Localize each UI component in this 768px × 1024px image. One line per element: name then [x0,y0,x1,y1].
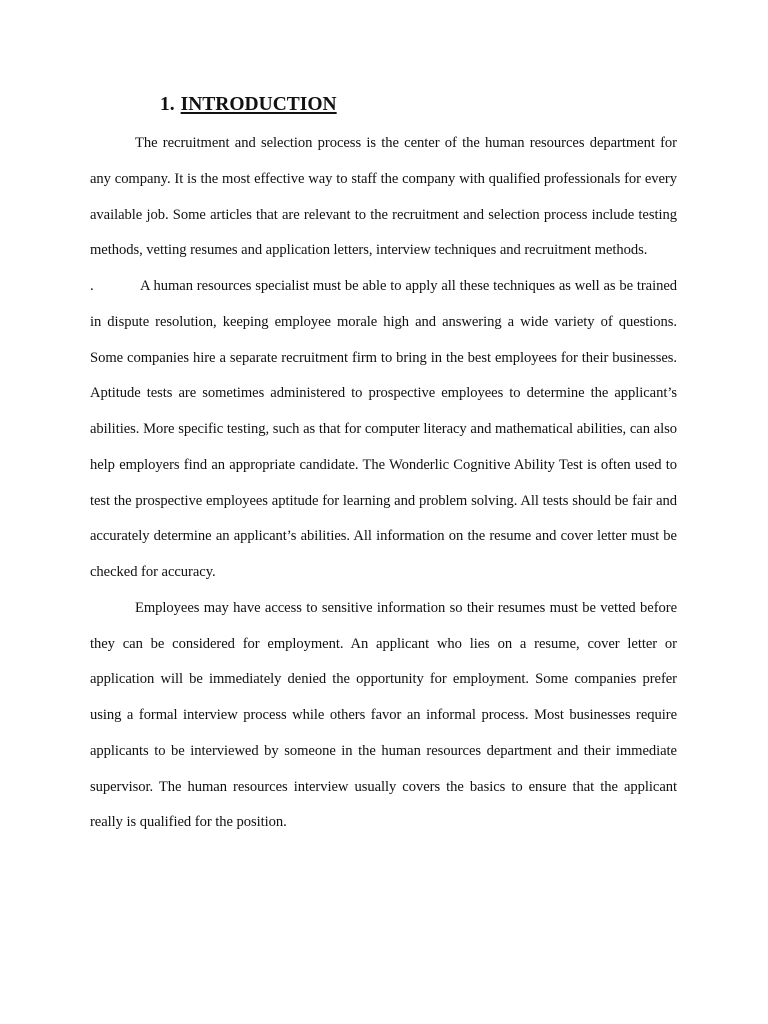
section-number: 1. [160,94,175,115]
paragraph-2 [90,269,677,591]
paragraph-3: Employees may have access to sensitive information so their resumes must be vetted before they can be considered for employment. An applicant who lies on a resume, cover letter or application will be immediately denied the opportunity for employment. Some companies prefer using a formal interview process while others favor an informal process. Most businesses require applicants to be interviewed by someone in the human resources department and their immediate supervisor. The human resources interview usually covers the basics to ensure that the applicant really is qualified for the position. [90,599,677,831]
paragraph-1: The recruitment and selection process is the center of the human resources department for any company. It is the most effective way to staff the company with qualified professionals for every available job. Some articles that are relevant to the recruitment and selection process include testing methods, vetting resumes and application letters, interview techniques and recruitment methods. [90,135,677,259]
paragraph-2-text: A human resources specialist must be able to apply all these techniques as well as be trained in dispute resolution, keeping employee morale high and answering a wide variety of questions. Some companies hire a separate recruitment firm to bring in the best employees for their businesses. Aptitude tests are sometimes administered to prospective employees to determine the applicant’s abilities. More specific testing, such as that for computer literacy and mathematical abilities, can also help employers find an appropriate candidate. The Wonderlic Cognitive Ability Test is often used to test the prospective employees aptitude for learning and problem solving. All tests should be fair and accurately determine an applicant’s abilities. All information on the resume and cover letter must be checked for accuracy. [90,278,677,580]
body-text [90,126,677,841]
section-title: INTRODUCTION [180,94,337,115]
paragraph-2-lead-mark: . [90,278,94,294]
section-heading [160,92,337,118]
